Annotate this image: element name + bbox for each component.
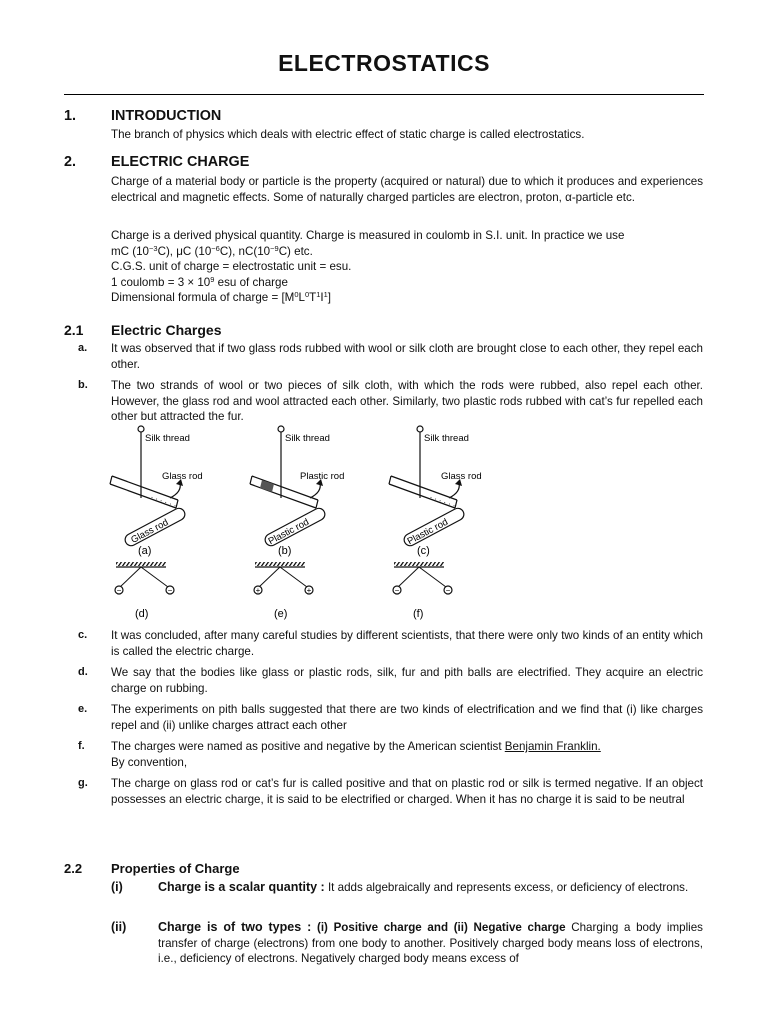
section-number: 2. — [64, 154, 77, 170]
svg-text:· · · · · ·: · · · · · · — [149, 492, 178, 511]
thread-label: Silk thread — [145, 433, 190, 444]
pith-panel-e — [254, 562, 313, 620]
section-title: INTRODUCTION — [111, 108, 222, 124]
figure-panel-b — [250, 426, 344, 557]
title-rule — [64, 94, 704, 95]
charge-sign: − — [394, 586, 400, 595]
charge-sign: − — [116, 586, 122, 595]
panel-label: (f) — [413, 608, 424, 620]
thread-label: Silk thread — [285, 433, 330, 444]
electric-charge-paragraph-2 — [111, 228, 703, 306]
charge-derived-text: Charge is a derived physical quantity. Charge is measured in coulomb in S.I. unit. In practice we use — [111, 229, 625, 242]
charge-units-line: mC $(10^{-3}C)$, μC $(10^{-6}C)$, $nC(10^{-9}C)$ etc. — [111, 243, 313, 258]
benjamin-franklin-link[interactable]: Benjamin Franklin. — [504, 740, 601, 753]
thread-label: Silk thread — [424, 433, 469, 444]
page-title: ELECTROSTATICS — [278, 50, 490, 76]
panel-label: (c) — [417, 545, 430, 557]
pith-panel-f — [393, 562, 452, 620]
panel-label: (b) — [278, 545, 292, 557]
panel-label: (a) — [138, 545, 152, 557]
hanging-rod-label: Glass rod — [162, 471, 203, 482]
held-rod-label: Glass rod — [129, 517, 171, 546]
electrostatics-figure — [100, 420, 500, 625]
svg-text:· · · · · ·: · · · · · · — [428, 492, 457, 511]
section-number: 2.1 — [64, 322, 84, 338]
charge-sign: − — [445, 586, 451, 595]
held-rod-label: Plastic rod — [405, 516, 450, 548]
electric-charge-paragraph-1: Charge of a material body or particle is the property (acquired or natural) due to which it produces and experiences electrical and magnetic effects. Some of naturally charged particles are electron, proton, α-particle etc. — [111, 175, 703, 204]
section-title: Properties of Charge — [111, 861, 240, 876]
charge-sign: − — [167, 586, 173, 595]
figure-panel-a — [110, 426, 203, 557]
document-page: ELECTROSTATICS 1. INTRODUCTION The branch of physics which deals with electric effect of static charge is called electrostatics. 2. ELECTRIC CHARGE Charge of a material body or particle is the property (acquired or natural) due to which it produces and experiences electrical and magnetic effects. Some of naturally charged particles are electron, proton, α-particle etc. Charge is a derived physical quantity. Charge is measured in coulomb in S.I. unit. In practice we use mC $(10^{-3}C)$, μC $(10^{-6}C)$, $nC(10^{-9}C)$ etc. C.G.S. unit of charge = electrostatic unit = esu. 1 coulomb = $3 \times 10^9$ esu of charge Dimensional formula of charge = $[M^0L^0T^1I^1]$ 2.1 Electric Charges a. It was observed that if two glass rods rubbed with wool or silk cloth are brought close to each other, they repel each other. b. The two strands of wool or two pieces of silk cloth, with which the rods were rubbed, also repel each other. However, the glass rod and wool attracted each other. Similarly, two plastic rods rubbed with cat’s fur repelled each other but attracted the fur. Silk thread · · · · · · Glass rod Glass rod (a) Silk thread Plastic rod Plastic rod (b) Silk thread · · · · · · Glass rod Plastic rod (c) − − (d) + + (e) − − (f) c. It was concluded, after many careful studies by different scientists, that there were only two kinds of an entity which is called the electric charge. d. We say that the bodies like glass or plastic rods, silk, fur and pith balls are electrified. They acquire an electric charge on rubbing. e. The experiments on pith balls suggested that there are two kinds of electrification and we find that (i) like charges repel and (ii) unlike charges attract each other f. The charges were named as positive and negative by the American scientist Benjamin Franklin. By convention, g. The charge on glass rod or cat’s fur is called positive and that on plastic rod or silk is termed negative. If an object possesses an electric charge, it is said to be electrified or charged. When it has no charge it is said to be neutral 2.2 Properties of Charge (i) Charge is a scalar quantity : It adds algebraically and represents excess, or deficiency of electrons. (ii) Charge is of two types : (i) Positive charge and (ii) Negative charge Charging a body implies transfer of charge (electrons) from one body to another. Positively charged body means loss of electrons, i.e., deficiency of electrons. Negatively charged body means excess of — [0, 0, 768, 1024]
charge-sign: + — [255, 586, 261, 595]
section-number: 2.2 — [64, 861, 83, 876]
cgs-unit-line: C.G.S. unit of charge = electrostatic unit = esu. — [111, 260, 352, 274]
pith-panel-d — [115, 562, 174, 620]
intro-paragraph: The branch of physics which deals with electric effect of static charge is called electrostatics. — [111, 128, 585, 141]
coulomb-esu-line: 1 coulomb = $3 \times 10^9$ esu of charge — [111, 274, 288, 289]
hanging-rod-label: Glass rod — [441, 471, 482, 482]
panel-label: (e) — [274, 608, 288, 620]
panel-label: (d) — [135, 608, 149, 620]
section-title: ELECTRIC CHARGE — [111, 154, 250, 170]
held-rod-label: Plastic rod — [266, 516, 311, 548]
charge-sign: + — [306, 586, 312, 595]
hanging-rod-label: Plastic rod — [300, 471, 345, 482]
figure-panel-c — [389, 426, 482, 557]
section-number: 1. — [64, 108, 77, 124]
dimensional-formula-line: Dimensional formula of charge = $[M^0L^0T^1I^1]$ — [111, 290, 332, 305]
section-title: Electric Charges — [111, 322, 222, 338]
